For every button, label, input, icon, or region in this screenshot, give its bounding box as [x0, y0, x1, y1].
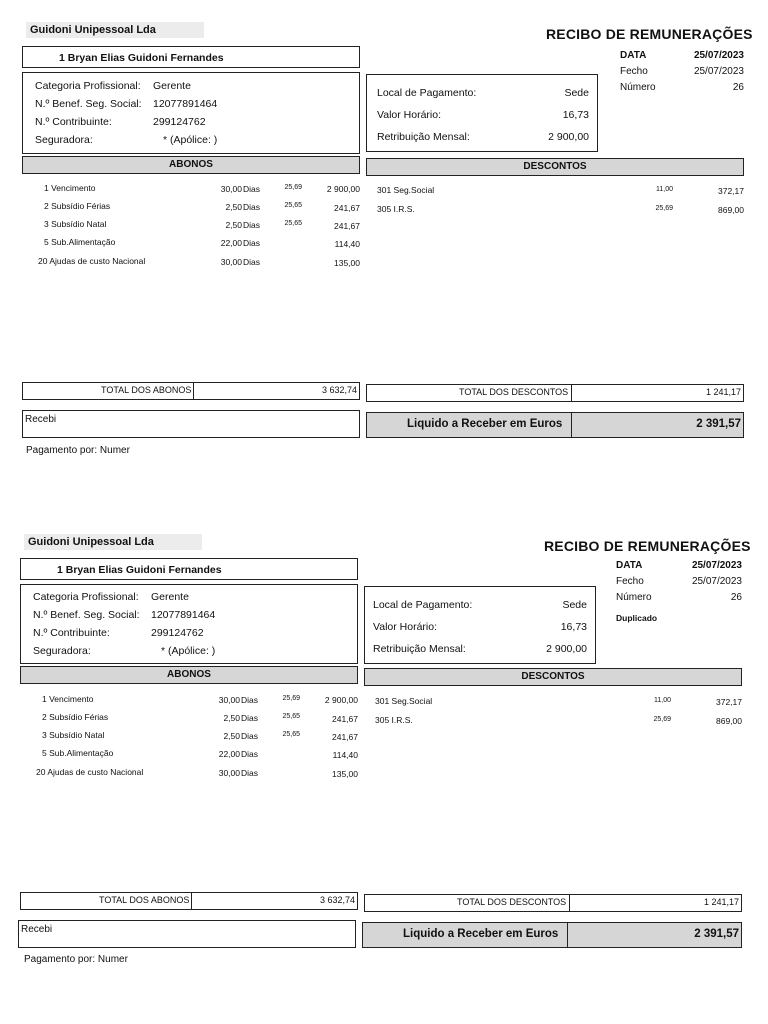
total-descontos-row — [366, 384, 744, 402]
numero-value: 26 — [730, 592, 742, 603]
employee-name: 1 Bryan Elias Guidoni Fernandes — [59, 52, 224, 64]
abono-value: 135,00 — [334, 258, 360, 268]
net-pay-box — [366, 412, 744, 438]
payment-label: Local de Pagamento: — [373, 599, 473, 611]
info-value: * (Apólice: ) — [161, 645, 216, 657]
numero-label: Número — [620, 82, 656, 93]
abono-rate: 25,65 — [282, 713, 300, 720]
company-name: Guidoni Unipessoal Lda — [24, 534, 202, 550]
info-value: 299124762 — [153, 116, 206, 128]
desconto-value: 372,17 — [718, 186, 744, 196]
abono-qty: 2,50 — [225, 220, 242, 230]
total-descontos-value: 1 241,17 — [705, 387, 741, 397]
info-label: Categoria Profissional: — [33, 591, 139, 603]
data-value: 25/07/2023 — [693, 50, 744, 61]
desconto-rate: 11,00 — [656, 186, 673, 193]
pagamento-por: Pagamento por: Numer — [26, 445, 130, 456]
employee-info-box — [22, 72, 360, 154]
abono-qty: 30,00 — [218, 695, 240, 705]
info-label: N.º Benef. Seg. Social: — [33, 609, 140, 621]
payment-label: Local de Pagamento: — [377, 87, 477, 99]
fecho-value: 25/07/2023 — [693, 66, 744, 77]
data-label: DATA — [620, 50, 647, 61]
info-label: Seguradora: — [33, 645, 91, 657]
abono-rate: 25,69 — [282, 695, 300, 702]
abono-value: 241,67 — [334, 203, 360, 213]
abonos-header: ABONOS — [20, 666, 358, 684]
total-descontos-label: TOTAL DOS DESCONTOS — [459, 387, 569, 397]
employee-box — [20, 558, 358, 580]
abono-qty: 22,00 — [220, 238, 242, 248]
net-pay-label: Liquido a Receber em Euros — [407, 418, 563, 430]
net-pay-label: Liquido a Receber em Euros — [403, 928, 559, 940]
abono-unit: Dias — [243, 238, 261, 248]
total-abonos-label: TOTAL DOS ABONOS — [99, 895, 190, 905]
abono-qty: 2,50 — [225, 202, 242, 212]
info-value: 299124762 — [151, 627, 204, 639]
abono-desc: 3 Subsídio Natal — [42, 730, 105, 740]
payment-value: 2 900,00 — [546, 643, 587, 655]
payment-value: Sede — [562, 599, 587, 611]
abono-value: 241,67 — [334, 221, 360, 231]
abono-qty: 22,00 — [218, 749, 240, 759]
total-abonos-value: 3 632,74 — [321, 385, 357, 395]
desconto-rate: 25,69 — [653, 716, 671, 723]
desconto-rate: 25,69 — [655, 205, 673, 212]
payment-value: 2 900,00 — [548, 131, 589, 143]
abono-desc: 5 Sub.Alimentação — [42, 748, 114, 758]
total-descontos-value: 1 241,17 — [703, 897, 739, 907]
info-value: Gerente — [151, 591, 189, 603]
payment-value: Sede — [564, 87, 589, 99]
abono-rate: 25,69 — [284, 184, 302, 191]
total-abonos-divider — [193, 383, 194, 399]
receipt-original — [0, 0, 768, 480]
payment-value: 16,73 — [560, 621, 587, 633]
payment-label: Valor Horário: — [373, 621, 437, 633]
abono-desc: 20 Ajudas de custo Nacional — [38, 256, 146, 266]
net-pay-divider — [567, 923, 568, 947]
info-value: Gerente — [153, 80, 191, 92]
net-pay-value: 2 391,57 — [694, 928, 739, 940]
net-pay-divider — [571, 413, 572, 437]
descontos-header: DESCONTOS — [364, 668, 742, 686]
recebi-box — [22, 410, 360, 438]
abono-unit: Dias — [243, 184, 261, 194]
abono-rate: 25,65 — [284, 202, 302, 209]
abono-unit: Dias — [241, 695, 259, 705]
abono-value: 241,67 — [332, 732, 358, 742]
numero-label: Número — [616, 592, 652, 603]
abono-unit: Dias — [241, 713, 259, 723]
total-descontos-row — [364, 894, 742, 912]
descontos-header: DESCONTOS — [366, 158, 744, 176]
fecho-value: 25/07/2023 — [691, 576, 742, 587]
info-label: Categoria Profissional: — [35, 80, 141, 92]
receipt-duplicate — [0, 512, 768, 992]
abono-value: 241,67 — [332, 714, 358, 724]
fecho-label: Fecho — [620, 66, 648, 77]
total-abonos-row — [22, 382, 360, 400]
abono-desc: 1 Vencimento — [44, 183, 96, 193]
abono-desc: 20 Ajudas de custo Nacional — [36, 767, 144, 777]
total-descontos-divider — [571, 385, 572, 401]
recebi-label: Recebi — [25, 414, 57, 425]
data-value: 25/07/2023 — [691, 560, 742, 571]
desconto-value: 869,00 — [716, 716, 742, 726]
receipt-title: RECIBO DE REMUNERAÇÕES — [546, 26, 753, 42]
payment-value: 16,73 — [562, 109, 589, 121]
abono-value: 114,40 — [334, 239, 360, 249]
abono-qty: 30,00 — [218, 768, 240, 778]
employee-name: 1 Bryan Elias Guidoni Fernandes — [57, 564, 222, 576]
receipt-title: RECIBO DE REMUNERAÇÕES — [544, 538, 751, 554]
abono-unit: Dias — [241, 768, 259, 778]
abono-desc: 5 Sub.Alimentação — [44, 237, 116, 247]
recebi-label: Recebi — [21, 924, 53, 935]
total-abonos-divider — [191, 893, 192, 909]
total-descontos-label: TOTAL DOS DESCONTOS — [457, 897, 567, 907]
fecho-label: Fecho — [616, 576, 644, 587]
desconto-desc: 305 I.R.S. — [377, 204, 415, 214]
total-abonos-value: 3 632,74 — [319, 895, 355, 905]
total-abonos-label: TOTAL DOS ABONOS — [101, 385, 192, 395]
desconto-value: 372,17 — [716, 697, 742, 707]
numero-value: 26 — [732, 82, 744, 93]
duplicado-label: Duplicado — [616, 613, 658, 623]
info-label: Seguradora: — [35, 134, 93, 146]
info-value: * (Apólice: ) — [163, 134, 218, 146]
desconto-desc: 301 Seg.Social — [377, 185, 435, 195]
recebi-box — [18, 920, 356, 948]
desconto-desc: 305 I.R.S. — [375, 715, 413, 725]
payment-box — [366, 74, 598, 152]
payment-label: Retribuição Mensal: — [373, 643, 466, 655]
abonos-header: ABONOS — [22, 156, 360, 174]
info-label: N.º Benef. Seg. Social: — [35, 98, 142, 110]
abono-value: 2 900,00 — [324, 695, 358, 705]
abono-value: 2 900,00 — [326, 184, 360, 194]
payment-label: Valor Horário: — [377, 109, 441, 121]
abono-qty: 2,50 — [223, 713, 240, 723]
abono-unit: Dias — [241, 749, 259, 759]
pagamento-por: Pagamento por: Numer — [24, 954, 128, 965]
desconto-value: 869,00 — [718, 205, 744, 215]
info-value: 12077891464 — [151, 609, 216, 621]
company-name: Guidoni Unipessoal Lda — [26, 22, 204, 38]
data-label: DATA — [616, 560, 643, 571]
employee-info-box — [20, 584, 358, 664]
abono-unit: Dias — [243, 257, 261, 267]
payment-box — [364, 586, 596, 664]
abono-unit: Dias — [243, 202, 261, 212]
abono-desc: 3 Subsídio Natal — [44, 219, 107, 229]
abono-qty: 30,00 — [220, 184, 242, 194]
desconto-rate: 11,00 — [654, 697, 671, 704]
abono-qty: 30,00 — [220, 257, 242, 267]
desconto-desc: 301 Seg.Social — [375, 696, 433, 706]
abono-value: 114,40 — [332, 750, 358, 760]
abono-desc: 2 Subsídio Férias — [42, 712, 109, 722]
info-label: N.º Contribuinte: — [33, 627, 110, 639]
payment-label: Retribuição Mensal: — [377, 131, 470, 143]
abono-rate: 25,65 — [284, 220, 302, 227]
info-label: N.º Contribuinte: — [35, 116, 112, 128]
abono-desc: 2 Subsídio Férias — [44, 201, 111, 211]
abono-value: 135,00 — [332, 769, 358, 779]
abono-unit: Dias — [241, 731, 259, 741]
employee-box — [22, 46, 360, 68]
net-pay-value: 2 391,57 — [696, 418, 741, 430]
abono-unit: Dias — [243, 220, 261, 230]
abono-qty: 2,50 — [223, 731, 240, 741]
total-abonos-row — [20, 892, 358, 910]
total-descontos-divider — [569, 895, 570, 911]
net-pay-box — [362, 922, 742, 948]
info-value: 12077891464 — [153, 98, 218, 110]
abono-rate: 25,65 — [282, 731, 300, 738]
abono-desc: 1 Vencimento — [42, 694, 94, 704]
